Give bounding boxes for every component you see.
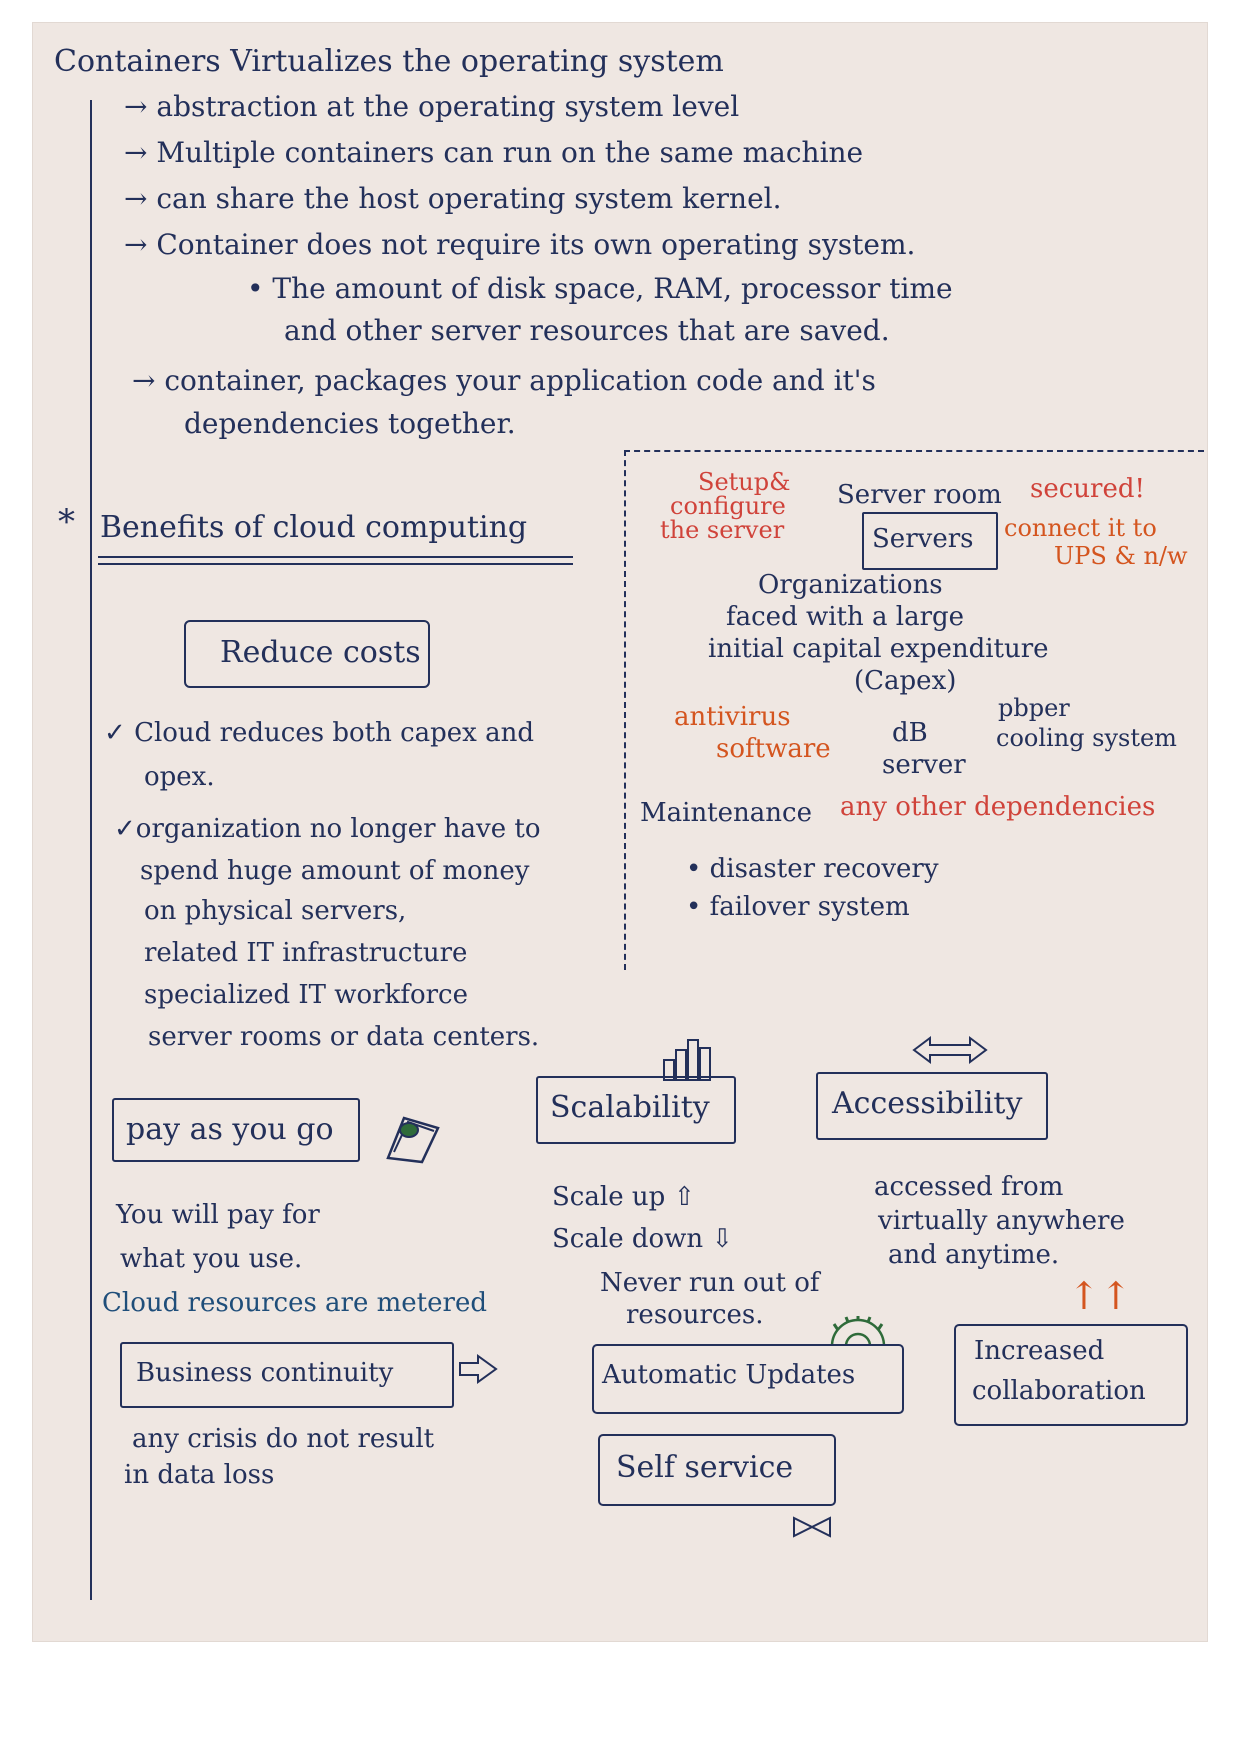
right-arrow-icon bbox=[458, 1354, 498, 1384]
capex-text: initial capital expenditure bbox=[708, 634, 1049, 664]
check-item-line: spend huge amount of money bbox=[140, 856, 530, 886]
bullet-dot: • bbox=[247, 272, 273, 305]
check-icon: ✓ bbox=[104, 718, 126, 748]
panel-top-border bbox=[624, 450, 1204, 452]
container-point: → can share the host operating system kernel. bbox=[124, 182, 782, 215]
check-item: ✓organization no longer have to bbox=[114, 814, 541, 844]
container-point: → abstraction at the operating system level bbox=[124, 90, 740, 123]
panel-bullet: • disaster recovery bbox=[686, 854, 939, 884]
servers-label: Servers bbox=[872, 524, 974, 554]
margin-line bbox=[90, 100, 92, 1600]
setup-note: configure bbox=[670, 492, 786, 520]
gear-icon bbox=[826, 1316, 890, 1346]
panel-bullet: • failover system bbox=[686, 892, 910, 922]
continuity-text: in data loss bbox=[124, 1460, 275, 1490]
self-service-label: Self service bbox=[616, 1450, 794, 1485]
check-item-line: specialized IT workforce bbox=[144, 980, 468, 1010]
check-item-line: server rooms or data centers. bbox=[148, 1022, 540, 1052]
accessibility-text: virtually anywhere bbox=[878, 1206, 1125, 1236]
other-deps-note: any other dependencies bbox=[840, 792, 1156, 822]
container-package-line: → container, packages your application code and it's bbox=[132, 364, 876, 397]
capex-text: (Capex) bbox=[854, 666, 957, 696]
sub-bullet: • The amount of disk space, RAM, processor time bbox=[247, 272, 953, 305]
up-arrows-icon: ↑↑ bbox=[1068, 1274, 1132, 1318]
db-server-note: server bbox=[882, 750, 966, 780]
arrow-icon: → bbox=[132, 364, 156, 397]
pay-as-you-go-label: pay as you go bbox=[126, 1112, 334, 1147]
sub-bullet-continuation: and other server resources that are saved. bbox=[284, 314, 890, 347]
check-item: ✓ Cloud reduces both capex and bbox=[104, 718, 535, 748]
antivirus-note: software bbox=[716, 734, 831, 764]
money-icon bbox=[382, 1104, 442, 1164]
automatic-updates-label: Automatic Updates bbox=[602, 1360, 856, 1390]
pay-text: what you use. bbox=[120, 1244, 303, 1274]
connect-note: UPS & n/w bbox=[1054, 542, 1188, 570]
connect-note: connect it to bbox=[1004, 514, 1157, 542]
business-continuity-label: Business continuity bbox=[136, 1358, 394, 1388]
scale-down-text: Scale down ⇩ bbox=[552, 1224, 734, 1254]
double-arrow-icon bbox=[912, 1034, 988, 1066]
benefits-heading: Benefits of cloud computing bbox=[100, 510, 528, 545]
setup-note: the server bbox=[660, 516, 785, 544]
scalability-label: Scalability bbox=[550, 1090, 710, 1125]
arrow-icon: → bbox=[124, 182, 148, 215]
container-package-line-2: dependencies together. bbox=[184, 407, 516, 440]
pay-text: You will pay for bbox=[116, 1200, 320, 1230]
metered-text: Cloud resources are metered bbox=[102, 1288, 487, 1318]
antivirus-note: antivirus bbox=[674, 702, 791, 732]
secured-note: secured! bbox=[1030, 474, 1145, 504]
heading-underline bbox=[98, 563, 573, 565]
notebook-page bbox=[32, 22, 1208, 1642]
check-item-line: related IT infrastructure bbox=[144, 938, 468, 968]
check-item-line: on physical servers, bbox=[144, 896, 407, 926]
never-text: resources. bbox=[626, 1300, 764, 1330]
arrow-icon: → bbox=[124, 228, 148, 261]
bullet-dot: • bbox=[686, 854, 710, 884]
accessibility-text: and anytime. bbox=[888, 1240, 1060, 1270]
bar-chart-icon bbox=[662, 1038, 714, 1080]
cooling-note: pbper bbox=[998, 694, 1070, 722]
capex-text: faced with a large bbox=[726, 602, 965, 632]
heading-underline bbox=[98, 556, 573, 558]
container-point: → Container does not require its own operating system. bbox=[124, 228, 916, 261]
accessibility-label: Accessibility bbox=[832, 1086, 1023, 1121]
maintenance-label: Maintenance bbox=[640, 798, 812, 828]
arrow-icon: → bbox=[124, 136, 148, 169]
server-room-label: Server room bbox=[837, 480, 1002, 510]
db-server-note: dB bbox=[892, 718, 928, 748]
check-icon: ✓ bbox=[114, 814, 136, 844]
bullet-dot: • bbox=[686, 892, 710, 922]
capex-text: Organizations bbox=[758, 570, 943, 600]
cooling-note: cooling system bbox=[996, 724, 1177, 752]
container-point: → Multiple containers can run on the same machine bbox=[124, 136, 864, 169]
setup-note: Setup& bbox=[698, 468, 791, 496]
bow-tie-icon bbox=[792, 1516, 832, 1538]
increased-collaboration-label: Increased bbox=[974, 1336, 1105, 1366]
increased-collaboration-label-2: collaboration bbox=[972, 1376, 1146, 1406]
panel-left-border bbox=[624, 450, 626, 970]
check-item-cont: opex. bbox=[144, 762, 215, 792]
containers-heading: Containers Virtualizes the operating system bbox=[54, 44, 724, 79]
accessibility-text: accessed from bbox=[874, 1172, 1064, 1202]
never-text: Never run out of bbox=[600, 1268, 820, 1298]
star-icon: * bbox=[58, 502, 75, 542]
scale-up-text: Scale up ⇧ bbox=[552, 1182, 696, 1212]
reduce-costs-label: Reduce costs bbox=[220, 635, 421, 670]
arrow-icon: → bbox=[124, 90, 148, 123]
continuity-text: any crisis do not result bbox=[132, 1424, 435, 1454]
